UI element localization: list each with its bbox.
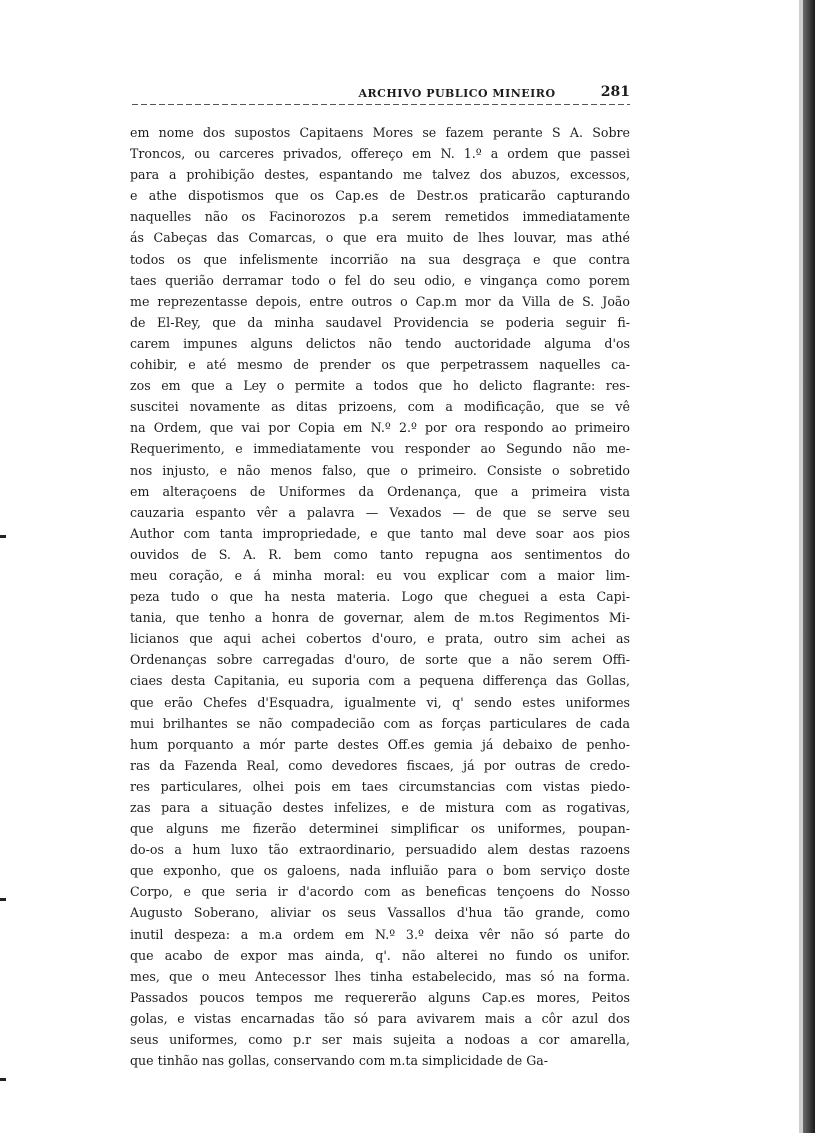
text-line: na Ordem, que vai por Copia em N.º 2.º por ora respondo ao primeiro <box>130 420 630 436</box>
text-line: mui brilhantes se não compadecião com as forças particulares de cada <box>130 715 630 731</box>
margin-mark <box>0 1078 6 1081</box>
text-line: mes, que o meu Antecessor lhes tinha estabelecido, mas só na forma. <box>130 968 630 984</box>
text-line: Corpo, e que seria ir d'acordo com as beneficas tençoens do Nosso <box>130 884 630 900</box>
header-rule <box>132 104 630 105</box>
text-line: Troncos, ou carceres privados, offereço em N. 1.º a ordem que passei <box>130 146 630 162</box>
text-line: Augusto Soberano, aliviar os seus Vassallos d'hua tão grande, como <box>130 905 630 921</box>
text-line: inutil despeza: a m.a ordem em N.º 3.º deixa vêr não só parte do <box>130 926 630 942</box>
text-line: res particulares, olhei pois em taes circumstancias com vistas piedo- <box>130 778 630 794</box>
text-line: Requerimento, e immediatamente vou responder ao Segundo não me- <box>130 441 630 457</box>
text-line: ouvidos de S. A. R. bem como tanto repugna aos sentimentos do <box>130 546 630 562</box>
page-number: 281 <box>600 84 630 100</box>
text-line: todos os que infelismente incorrião na sua desgraça e que contra <box>130 251 630 267</box>
text-line: que erão Chefes d'Esquadra, igualmente vi, q' sendo estes uniformes <box>130 694 630 710</box>
margin-mark <box>0 535 6 538</box>
text-line: nos injusto, e não menos falso, que o primeiro. Consiste o sobretido <box>130 462 630 478</box>
text-line: zas para a situação destes infelizes, e de mistura com as rogativas, <box>130 800 630 815</box>
text-line: seus uniformes, como p.r ser mais sujeita a nodoas a cor amarella, <box>130 1032 630 1048</box>
running-title: ARCHIVO PUBLICO MINEIRO <box>358 87 556 100</box>
text-line: e athe dispotismos que os Cap.es de Destr.os praticarão capturando <box>130 188 630 204</box>
text-line: cohibir, e até mesmo de prender os que perpetrassem naquelles ca- <box>130 357 630 373</box>
text-line: zos em que a Ley o permite a todos que ho delicto flagrante: res- <box>130 378 630 394</box>
text-line: me reprezentasse depois, entre outros o Cap.m mor da Villa de S. João <box>130 293 630 309</box>
text-line: suscitei novamente as ditas prizoens, com a modificação, que se vê <box>130 399 630 415</box>
margin-mark <box>0 898 6 901</box>
text-line: em nome dos supostos Capitaens Mores se fazem perante S A. Sobre <box>130 125 630 140</box>
text-line: hum porquanto a mór parte destes Off.es gemia já debaixo de penho- <box>130 736 630 752</box>
text-line: meu coração, e á minha moral: eu vou explicar com a maior lim- <box>130 567 630 583</box>
text-line: que acabo de expor mas ainda, q'. não alterei no fundo os unifor. <box>130 947 630 963</box>
text-line: que alguns me fizerão determinei simplificar os uniformes, poupan- <box>130 821 630 837</box>
text-line: Passados poucos tempos me requererão alguns Cap.es mores, Peitos <box>130 989 630 1005</box>
text-line: que exponho, que os galoens, nada influião para o bom serviço doste <box>130 863 630 879</box>
text-line: do-os a hum luxo tão extraordinario, persuadido alem destas razoens <box>130 842 630 858</box>
text-line: tania, que tenho a honra de governar, alem de m.tos Regimentos Mi- <box>130 610 630 626</box>
text-line: Author com tanta impropriedade, e que tanto mal deve soar aos pios <box>130 525 630 541</box>
text-line: cauzaria espanto vêr a palavra — Vexados — de que se serve seu <box>130 504 630 520</box>
text-line: para a prohibição destes, espantando me talvez dos abuzos, excessos, <box>130 167 630 183</box>
text-line: em alteraçoens de Uniformes da Ordenança, que a primeira vista <box>130 483 630 499</box>
text-line: taes querião derramar todo o fel do seu odio, e vingança como porem <box>130 272 630 288</box>
body-text <box>130 122 630 1071</box>
text-line: de El-Rey, que da minha saudavel Providencia se poderia seguir fi- <box>130 314 630 330</box>
text-line: naquelles não os Facinorozos p.a serem remetidos immediatamente <box>130 209 630 225</box>
page-edge <box>803 0 815 1133</box>
text-line: ras da Fazenda Real, como devedores fiscaes, já por outras de credo- <box>130 757 630 773</box>
text-line: golas, e vistas encarnadas tão só para avivarem mais a côr azul dos <box>130 1010 630 1026</box>
text-line: ás Cabeças das Comarcas, o que era muito de lhes louvar, mas athé <box>130 230 630 246</box>
text-line: ciaes desta Capitania, eu suporia com a pequena differença das Gollas, <box>130 673 630 689</box>
text-line: licianos que aqui achei cobertos d'ouro, e prata, outro sim achei as <box>130 631 630 647</box>
page-header <box>132 80 630 106</box>
text-line: Ordenanças sobre carregadas d'ouro, de sorte que a não serem Offi- <box>130 652 630 668</box>
text-line: carem impunes alguns delictos não tendo auctoridade alguma d'os <box>130 335 630 351</box>
text-line: peza tudo o que ha nesta materia. Logo que cheguei a esta Capi- <box>130 589 630 605</box>
text-line: que tinhão nas gollas, conservando com m.ta simplicidade de Ga- <box>130 1053 549 1069</box>
